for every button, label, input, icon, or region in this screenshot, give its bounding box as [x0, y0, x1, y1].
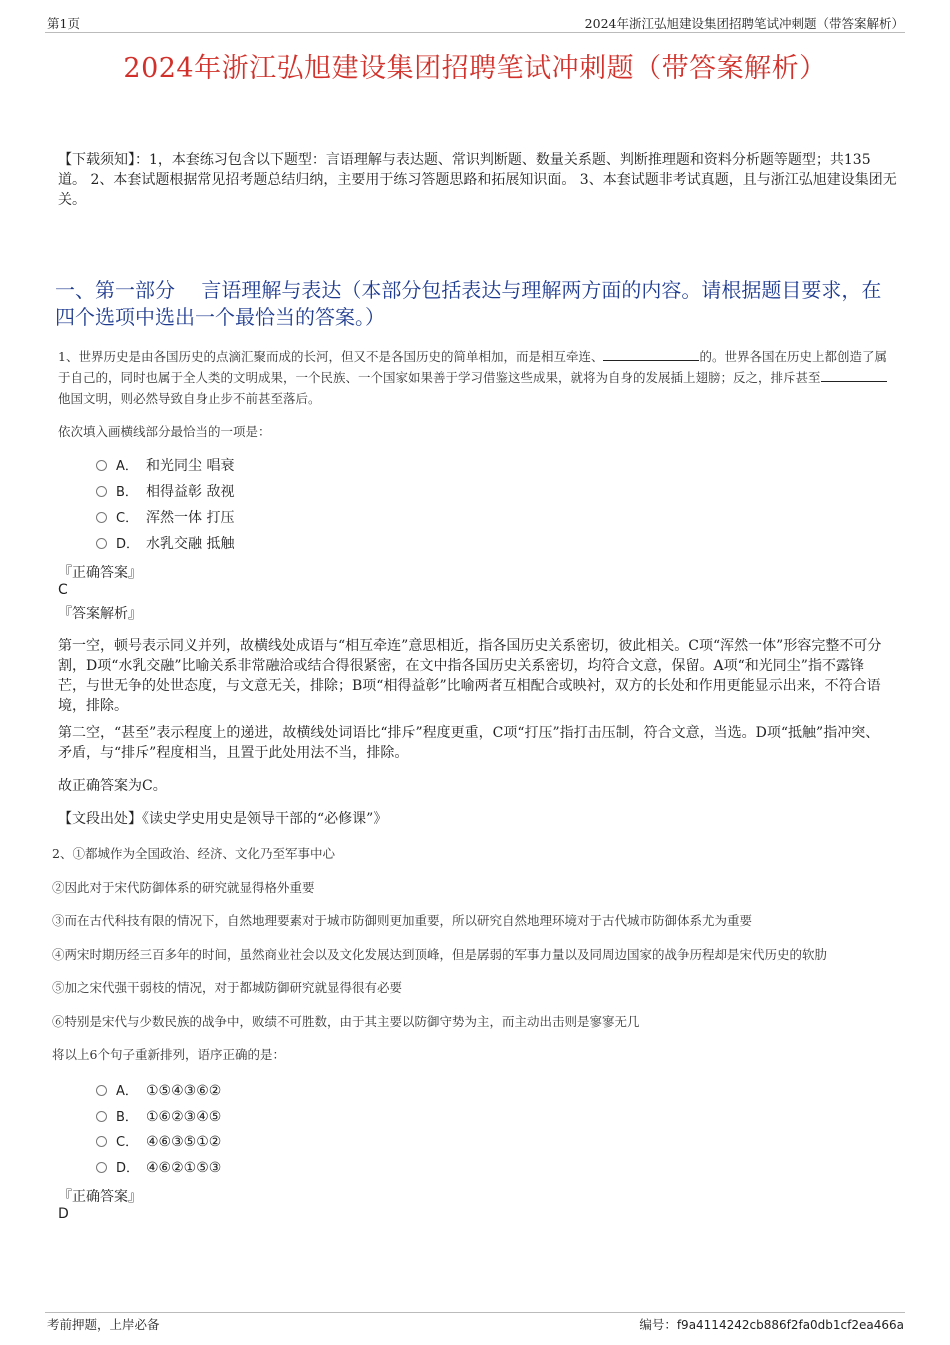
q1-option-d[interactable]: D． 水乳交融 抵触 — [96, 534, 234, 554]
q2-sentence-6: ⑥特别是宋代与少数民族的战争中，败绩不可胜数，由于其主要以防御守势为主，而主动出击则是寥寥无几 — [52, 1014, 640, 1029]
q2-option-c[interactable]: C． ④⑥③⑤①② — [96, 1132, 221, 1152]
radio-icon[interactable] — [96, 512, 107, 523]
q2-option-b[interactable]: B． ①⑥②③④⑤ — [96, 1107, 221, 1127]
footer-code — [639, 1315, 904, 1333]
q1-blank-2 — [821, 369, 887, 382]
q2-sentence-2: ②因此对于宋代防御体系的研究就显得格外重要 — [52, 880, 315, 895]
running-title: 2024年浙江弘旭建设集团招聘笔试冲刺题（带答案解析） — [584, 16, 904, 31]
q1-prompt: 依次填入画横线部分最恰当的一项是： — [58, 424, 271, 439]
radio-icon[interactable] — [96, 538, 107, 549]
radio-icon[interactable] — [96, 1162, 107, 1173]
radio-icon[interactable] — [96, 1136, 107, 1147]
q1-analysis-p1: 第一空，顿号表示同义并列，故横线处成语与“相互牵连”意思相近，指各国历史关系密切，彼此相关。C项“浑然一体”形容完整不可分割，D项“水乳交融”比喻关系非常融洽或结合得很紧密，在文中指各国历史关系密切，均符合文意，保留。A项“和光同尘”指不露锋芒，与世无争的处世态度，与文意无关，排除；B项“相得益彰”比喻两者互相配合或映衬，双方的长处和作用更能显示出来，不符合语境，排除。 — [58, 638, 882, 714]
radio-icon[interactable] — [96, 1111, 107, 1122]
q2-option-d[interactable]: D． ④⑥②①⑤③ — [96, 1158, 221, 1178]
q2-sentence-4: ④两宋时期历经三百多年的时间，虽然商业社会以及文化发展达到顶峰，但是孱弱的军事力量以及同周边国家的战争历程却是宋代历史的软肋 — [52, 947, 828, 962]
page-number: 第1页 — [47, 16, 80, 31]
q1-option-b[interactable]: B． 相得益彰 敌视 — [96, 482, 234, 502]
radio-icon[interactable] — [96, 460, 107, 471]
q1-source: 【文段出处】《读史学史用史是领导干部的“必修课”》 — [58, 811, 388, 827]
section-heading: 一、第一部分 言语理解与表达（本部分包括表达与理解两方面的内容。请根据题目要求，在四个选项中选出一个最恰当的答案。） — [55, 278, 882, 329]
q1-option-c[interactable]: C． 浑然一体 打压 — [96, 508, 234, 528]
q1-stem — [58, 346, 890, 409]
q1-stem-part-b: 的。世界各国在历史上都创造了属于自己的，同时也属于全人类的文明成果，一个民族、一个国家如果善于学习借鉴这些成果，就将为自身的发展插上翅膀；反之，排斥甚至 — [58, 349, 887, 385]
q2-sentence-3: ③而在古代科技有限的情况下，自然地理要素对于城市防御则更加重要，所以研究自然地理环境对于古代城市防御体系尤为重要 — [52, 913, 753, 928]
footer-code-label: 编号： — [639, 1317, 677, 1332]
q1-blank-1 — [603, 348, 699, 361]
q2-option-a[interactable]: A． ①⑤④③⑥② — [96, 1081, 221, 1101]
footer-divider — [45, 1312, 905, 1313]
q2-sentence-5: ⑤加之宋代强干弱枝的情况，对于都城防御研究就显得很有必要 — [52, 980, 403, 995]
q2-sentence-1: 2、①都城作为全国政治、经济、文化乃至军事中心 — [52, 846, 335, 861]
q1-stem-part-a: 1、世界历史是由各国历史的点滴汇聚而成的长河，但又不是各国历史的简单相加，而是相互牵连、 — [58, 349, 604, 364]
footer-code-value: f9a4114242cb886f2fa0db1cf2ea466a — [676, 1318, 904, 1332]
q2-answer-label: 『正确答案』 — [58, 1189, 142, 1205]
download-notice: 【下载须知】：1，本套练习包含以下题型：言语理解与表达题、常识判断题、数量关系题、判断推理题和资料分析题等题型；共135道。 2、本套试题根据常见招考题总结归纳，主要用于练习答题思路和拓展知识面。 3、本套试题非考试真题，且与浙江弘旭建设集团无关。 — [58, 152, 897, 208]
q1-analysis-label: 『答案解析』 — [58, 606, 142, 622]
q1-answer: C — [58, 582, 68, 598]
q1-stem-part-c: 他国文明，则必然导致自身止步不前甚至落后。 — [58, 391, 321, 406]
document-title: 2024年浙江弘旭建设集团招聘笔试冲刺题（带答案解析） — [123, 53, 827, 84]
radio-icon[interactable] — [96, 486, 107, 497]
q1-option-a[interactable]: A． 和光同尘 唱衰 — [96, 456, 234, 476]
radio-icon[interactable] — [96, 1085, 107, 1096]
q1-analysis-p2: 第二空，“甚至”表示程度上的递进，故横线处词语比“排斥”程度更重，C项“打压”指打击压制，符合文意，当选。D项“抵触”指冲突、矛盾，与“排斥”程度相当，且置于此处用法不当，排除。 — [58, 725, 880, 761]
q2-prompt: 将以上6个句子重新排列，语序正确的是： — [52, 1047, 285, 1062]
footer-slogan: 考前押题，上岸必备 — [47, 1317, 160, 1332]
q1-answer-label: 『正确答案』 — [58, 565, 142, 581]
header-divider — [45, 32, 905, 33]
q2-answer: D — [58, 1206, 69, 1222]
q1-analysis-p3: 故正确答案为C。 — [58, 778, 167, 794]
